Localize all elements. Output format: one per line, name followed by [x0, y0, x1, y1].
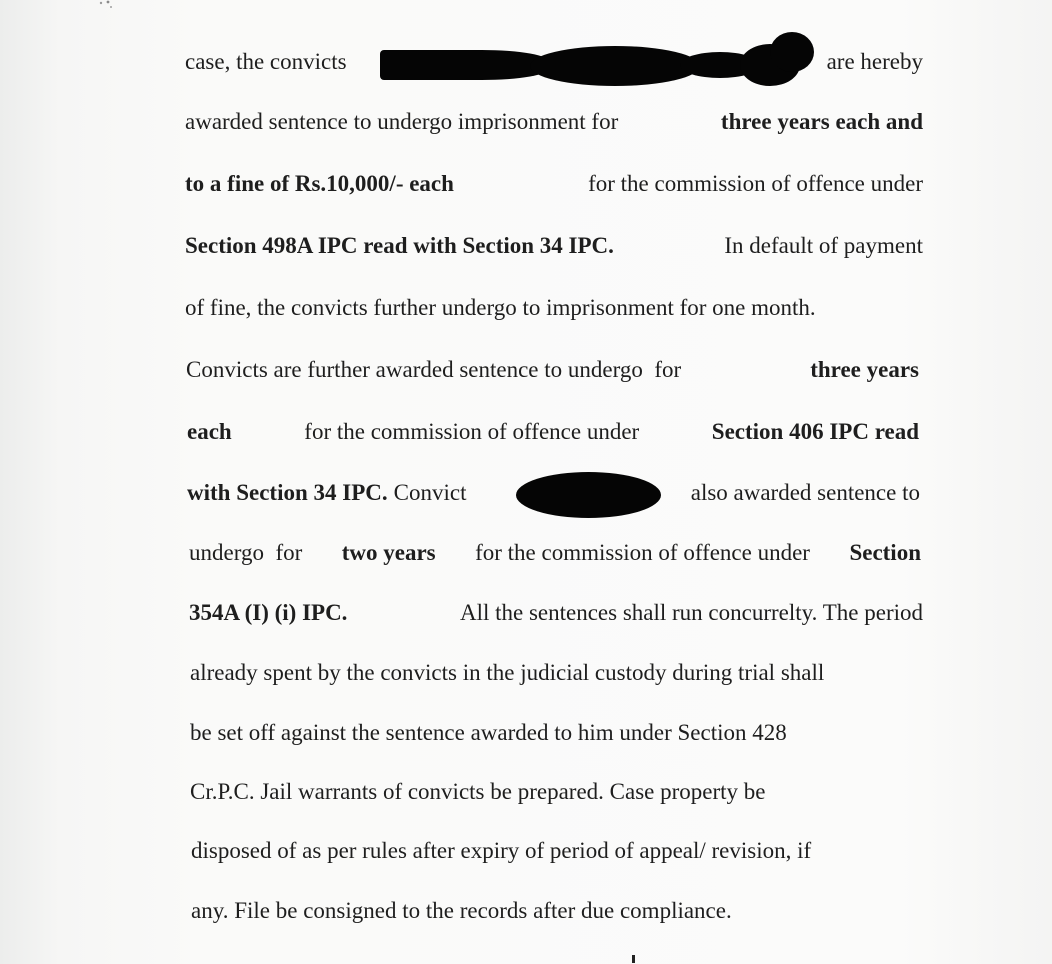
- line-2-part-1: awarded sentence to undergo imprisonment for: [185, 109, 619, 134]
- text-line-15: [191, 894, 929, 928]
- redaction-mark-convict-name: [516, 472, 661, 518]
- text-line-11: [190, 656, 924, 690]
- line-9-part-4: Section: [849, 540, 921, 565]
- text-line-14: [191, 834, 929, 868]
- line-10-part-2: All the sentences shall run concurrelty. The period: [459, 600, 923, 625]
- line-8-part-2: Convict: [393, 480, 467, 505]
- line-8-part-3: also awarded sentence to: [690, 480, 920, 505]
- line-9-part-1: undergo for: [189, 540, 303, 565]
- line-12-part-1: be set off against the sentence awarded to him under Section 428: [190, 720, 787, 745]
- line-3-part-1: to a fine of Rs.10,000/- each: [185, 171, 454, 196]
- text-line-4: [185, 229, 923, 263]
- text-line-10: [189, 596, 923, 630]
- line-6-part-1: Convicts are further awarded sentence to undergo for: [186, 357, 682, 382]
- line-4-part-1: Section 498A IPC read with Section 34 IPC.: [185, 233, 614, 258]
- line-7-part-1: each: [187, 419, 232, 444]
- line-15-part-1: any. File be consigned to the records after due compliance.: [191, 898, 732, 923]
- text-line-9: [189, 536, 921, 570]
- line-3-part-2: for the commission of offence under: [588, 171, 923, 196]
- line-7-part-3: Section 406 IPC read: [711, 419, 919, 444]
- line-10-part-1: 354A (I) (i) IPC.: [189, 600, 348, 625]
- line-2-part-2: three years each and: [720, 109, 923, 134]
- scan-speck-icon: [98, 0, 114, 10]
- text-line-13: [190, 775, 926, 809]
- line-1-part-1: case, the convicts: [185, 49, 347, 74]
- line-1-part-2: are hereby: [826, 49, 923, 74]
- text-line-2: [185, 105, 923, 139]
- line-8-part-1: with Section 34 IPC.: [187, 480, 388, 505]
- line-11-part-1: already spent by the convicts in the judicial custody during trial shall: [190, 660, 825, 685]
- ink-mark: [632, 955, 635, 963]
- text-line-6: [186, 353, 919, 387]
- text-line-12: [190, 716, 925, 750]
- line-7-part-2: for the commission of offence under: [304, 419, 640, 444]
- line-14-part-1: disposed of as per rules after expiry of period of appeal/ revision, if: [191, 838, 812, 863]
- line-5-part-1: of fine, the convicts further undergo to imprisonment for one month.: [185, 295, 816, 320]
- line-6-part-2: three years: [810, 357, 919, 382]
- line-13-part-1: Cr.P.C. Jail warrants of convicts be prepared. Case property be: [190, 779, 766, 804]
- redaction-mark-names: [380, 40, 820, 88]
- text-line-5: [185, 291, 923, 325]
- line-4-part-2: In default of payment: [724, 233, 923, 258]
- line-9-part-3: for the commission of offence under: [475, 540, 810, 565]
- text-line-7: [187, 415, 919, 449]
- line-9-part-2: two years: [341, 540, 436, 565]
- text-line-3: [185, 167, 923, 201]
